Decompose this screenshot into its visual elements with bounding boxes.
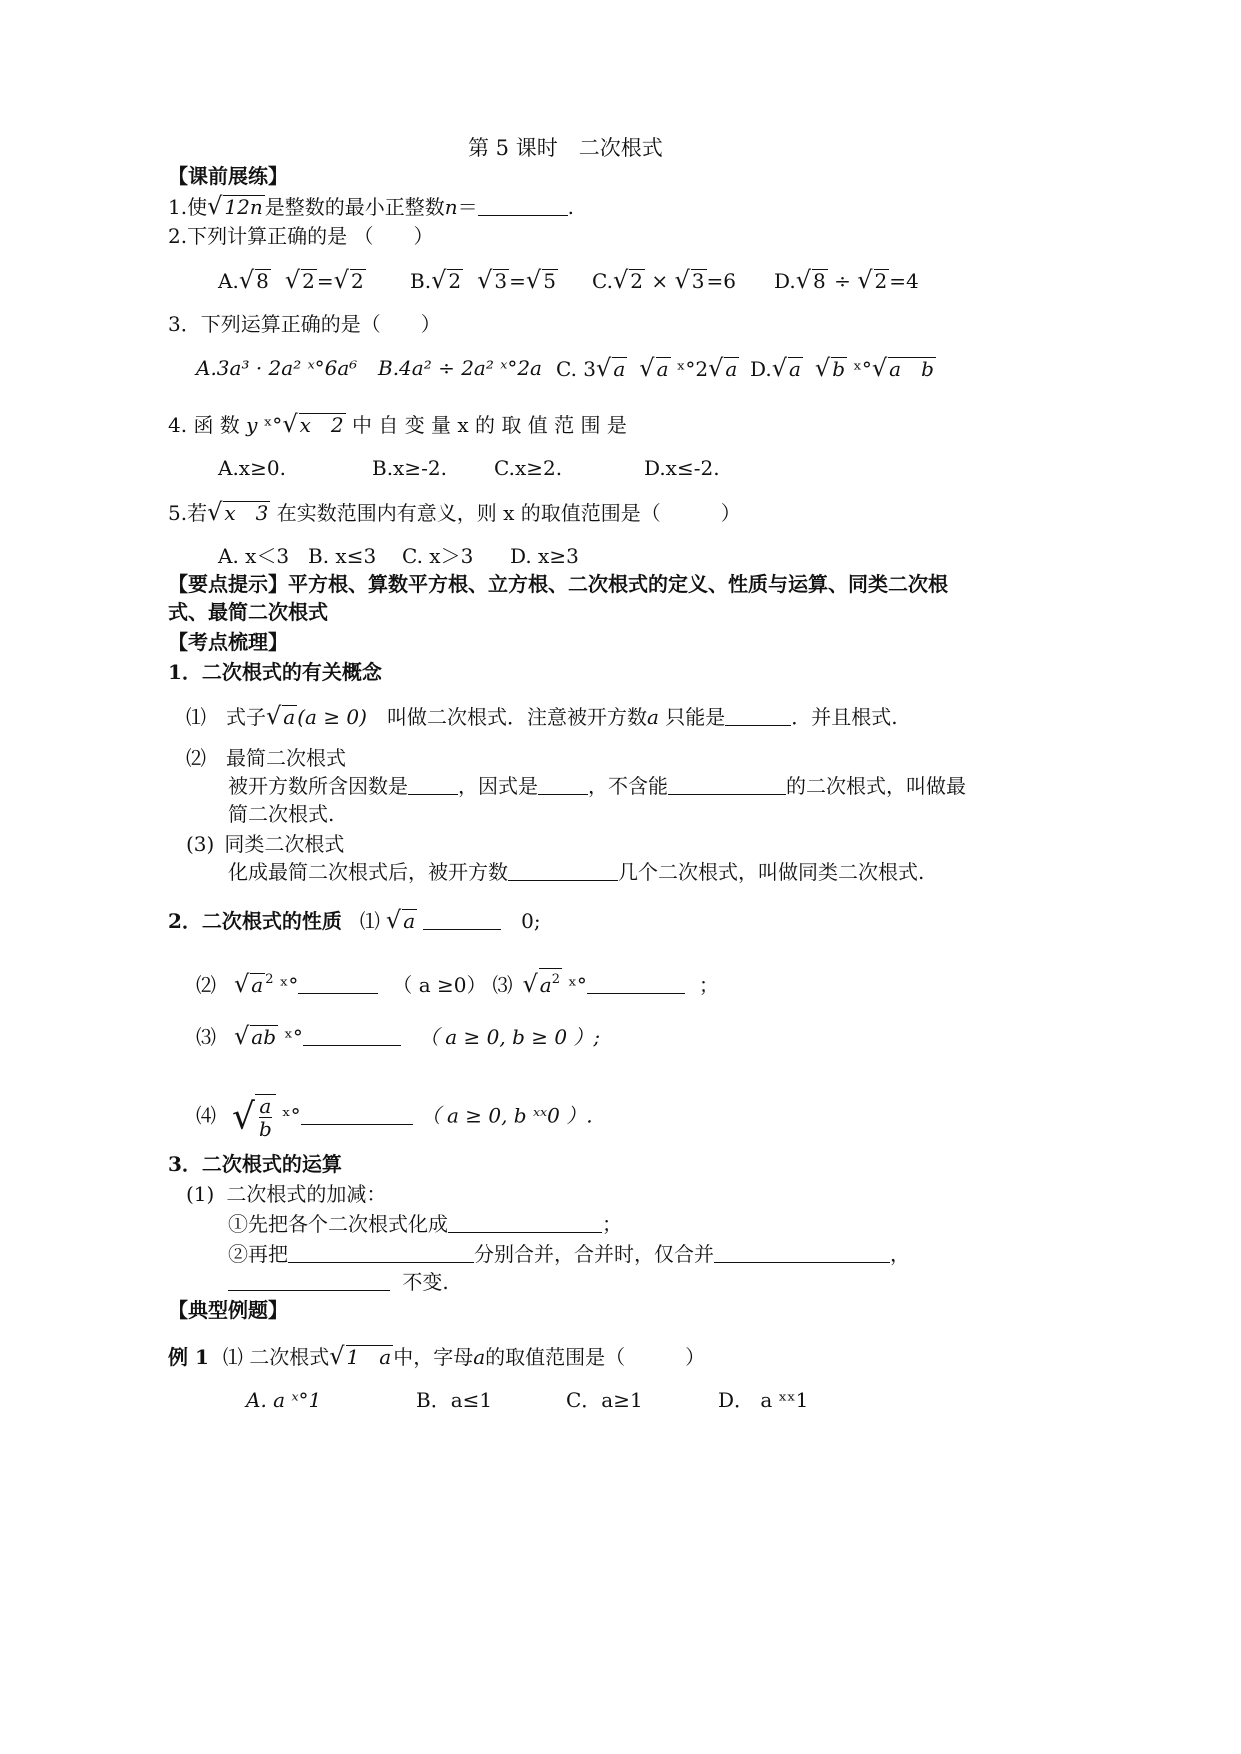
question-4-option-c: C.x≥2. (494, 456, 563, 480)
question-3-option-a: A.3a³ · 2a² ˣ°6a⁶ (196, 356, 358, 380)
concept-2-title: ⑵ 最简二次根式 (186, 746, 346, 770)
property-2: ⑵ √ a $^2$ ˣ° （ a ≥0） ⑶ √ $a^2$ ˣ° ； (196, 970, 719, 998)
key-points-line-2: 式、最简二次根式 (168, 600, 328, 624)
question-2-stem: 2.下列计算正确的是 （ ） (168, 224, 434, 248)
page-title: 第 5 课时 二次根式 (468, 136, 663, 160)
example-1-stem: 例 1 ⑴ 二次根式√ 1 a 中，字母a的取值范围是（ ） (168, 1342, 706, 1370)
operations-1-title: (1) 二次根式的加减： (186, 1182, 387, 1206)
radicand: 12n (224, 195, 263, 219)
question-2-option-d: D.√ 8 ÷ √ 2 =4 (774, 266, 919, 294)
operations-step-2-cont: 不变. (228, 1268, 449, 1296)
answer-blank[interactable] (408, 774, 458, 795)
question-3-option-c: C. 3√ a √ a ˣ°2√ a (556, 354, 738, 382)
answer-blank[interactable] (668, 774, 786, 795)
answer-blank[interactable] (298, 973, 378, 994)
operations-step-1: ①先把各个二次根式化成 ； (228, 1212, 622, 1236)
concept-2-body-end: 简二次根式. (228, 802, 335, 826)
answer-blank[interactable] (423, 909, 501, 930)
answer-blank[interactable] (538, 774, 588, 795)
question-2-option-a: A.√ 8 √ 2 =√ 2 (218, 266, 364, 294)
question-4-option-a: A.x≥0. (218, 456, 286, 480)
answer-blank[interactable] (228, 1270, 390, 1291)
question-3-option-d: D.√ a √ b ˣ°√ a b (750, 354, 934, 382)
question-2-option-b: B.√ 2 √ 3 =√ 5 (410, 266, 556, 294)
concept-1: ⑴ 式子√ a (a ≥ 0) 叫做二次根式．注意被开方数a 只能是 ．并且根式. (186, 702, 898, 730)
section-heading-review: 【考点梳理】 (168, 630, 288, 654)
example-1-option-c: C．a≥1 (566, 1388, 643, 1412)
concept-2-body: 被开方数所含因数是 ，因式是 ，不含能 的二次根式，叫做最 (228, 774, 966, 798)
question-5-option-b: B. x≤3 (308, 544, 377, 568)
question-4-stem: 4. 函 数 y ˣ°√ x 2 中 自 变 量 x 的 取 值 范 围 是 (168, 410, 627, 438)
answer-blank[interactable] (301, 1104, 413, 1125)
answer-blank[interactable] (508, 860, 618, 881)
answer-blank[interactable] (478, 195, 568, 216)
answer-blank[interactable] (303, 1025, 401, 1046)
question-1: 1.使√ 12n 是整数的最小正整数n＝ . (168, 192, 574, 220)
answer-blank[interactable] (587, 973, 685, 994)
concept-3-title: (3) 同类二次根式 (186, 832, 345, 856)
answer-blank[interactable] (725, 705, 791, 726)
answer-blank[interactable] (448, 1212, 602, 1233)
example-1-option-a: A. a ˣ°1 (246, 1388, 322, 1412)
question-4-option-b: B.x≥-2. (372, 456, 447, 480)
example-1-option-d: D． a ˣˣ1 (718, 1388, 809, 1412)
answer-blank[interactable] (714, 1242, 890, 1263)
example-1-option-b: B．a≤1 (416, 1388, 493, 1412)
heading-operations: 3．二次根式的运算 (168, 1152, 342, 1176)
question-5-option-c: C. x＞3 (402, 544, 474, 568)
question-3-stem: 3．下列运算正确的是（ ） (168, 312, 441, 336)
section-heading-preview: 【课前展练】 (168, 164, 288, 188)
question-5-option-d: D. x≥3 (510, 544, 579, 568)
question-4-option-d: D.x≤-2. (644, 456, 720, 480)
operations-step-2: ②再把 分别合并，合并时，仅合并 ， (228, 1242, 910, 1266)
section-heading-examples: 【典型例题】 (168, 1298, 288, 1322)
concept-3-body: 化成最简二次根式后，被开方数 几个二次根式，叫做同类二次根式. (228, 860, 925, 884)
property-4: ⑷ √ $\frac{a}{b}$ ˣ° （ a ≥ 0, b ˣˣ0 ）. (196, 1094, 593, 1141)
heading-properties: 2．二次根式的性质 ⑴ √ a 0; (168, 906, 541, 934)
answer-blank[interactable] (288, 1242, 474, 1263)
question-5-option-a: A. x＜3 (218, 544, 290, 568)
question-2-option-c: C.√ 2 × √ 3 =6 (592, 266, 736, 294)
question-5-stem: 5.若√ x 3 在实数范围内有意义，则 x 的取值范围是（ ） (168, 498, 741, 526)
property-3: ⑶ √ ab ˣ° （ a ≥ 0, b ≥ 0 ）; (196, 1022, 601, 1050)
key-points-line-1: 【要点提示】平方根、算数平方根、立方根、二次根式的定义、性质与运算、同类二次根 (168, 572, 948, 596)
question-3-option-b: B.4a² ÷ 2a² ˣ°2a (378, 356, 542, 380)
heading-concepts: 1．二次根式的有关概念 (168, 660, 382, 684)
